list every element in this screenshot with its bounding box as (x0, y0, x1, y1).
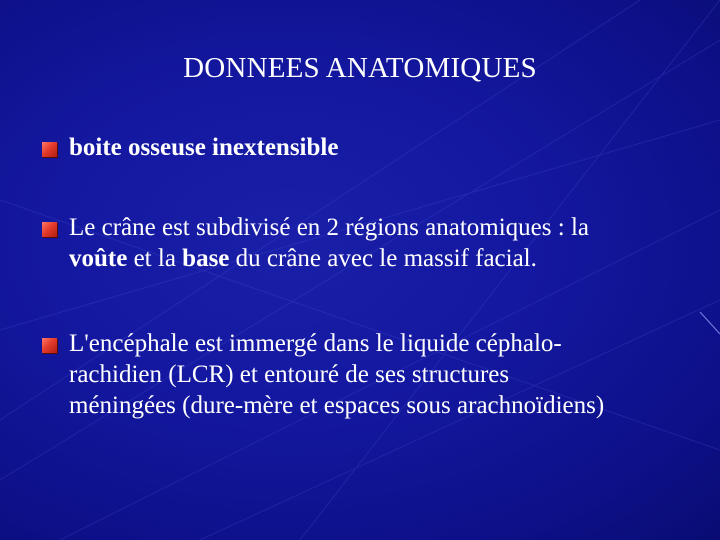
bullet-3-line-3: méningées (dure-mère et espaces sous arachnoïdiens) (69, 392, 605, 419)
bullet-2-line-1: Le crâne est subdivisé en 2 régions anatomiques : la (69, 214, 589, 241)
bullet-3-line-2: rachidien (LCR) et entouré de ses structures (69, 361, 510, 388)
bullet-2-text (69, 212, 700, 274)
bullet-item-1 (40, 132, 700, 163)
square-bullet-icon (42, 338, 57, 353)
bullet-3-text (69, 328, 700, 421)
bullet-3-line-1: L'encéphale est immergé dans le liquide céphalo- (69, 330, 562, 357)
bullet-2-end: du crâne avec le massif facial. (229, 245, 537, 272)
bullet-2-mid: et la (127, 245, 183, 272)
bullet-2-bold-base: base (182, 245, 230, 272)
slide-title: DONNEES ANATOMIQUES (183, 52, 537, 84)
square-bullet-icon (42, 222, 57, 237)
bullet-1-text: boite osseuse inextensible (69, 134, 339, 161)
bullet-item-3 (40, 328, 700, 421)
bullet-2-bold-voute: voûte (69, 245, 128, 272)
square-bullet-icon (42, 142, 57, 157)
bullet-item-2 (40, 212, 700, 274)
